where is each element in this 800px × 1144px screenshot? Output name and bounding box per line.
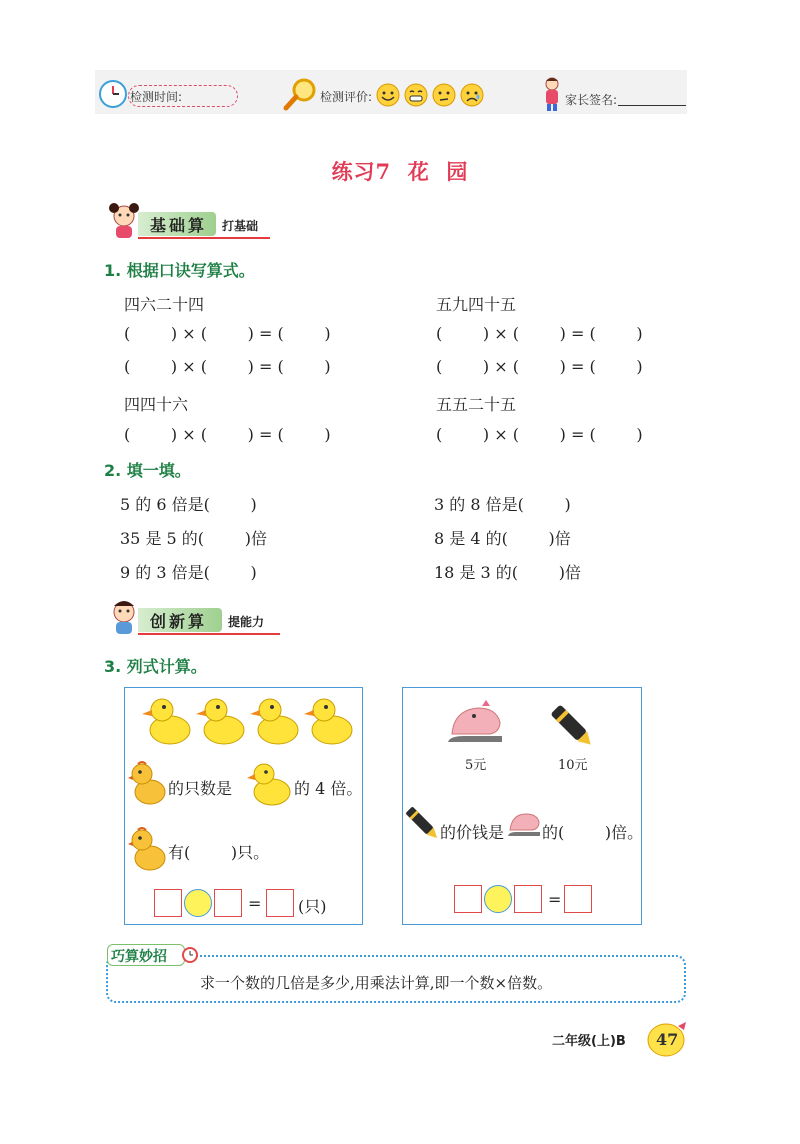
answer-box[interactable] [454,885,482,913]
equals-sign: = [248,894,262,913]
grade-label: 二年级(上)B [552,1034,626,1049]
section-innovate-sub: 提能力 [228,615,265,629]
unit-label: (只) [298,897,327,916]
duck-icon [196,699,244,744]
q3-left-answer[interactable]: 有( )只。 [168,843,270,862]
duck-icon [142,699,190,744]
grin-face-icon[interactable] [404,83,428,107]
pen-icon [406,804,440,844]
alarm-clock-icon [180,944,200,964]
price-pen: 10元 [558,758,588,773]
q1-equation-blank[interactable]: ( ) × ( ) = ( ) [124,357,331,376]
equals-sign: = [548,890,562,909]
section-innovate-label: 创新算 [150,612,208,631]
duck-icon [246,760,292,808]
magnifier-icon [282,77,318,111]
q2-item[interactable]: 8 是 4 的( )倍 [434,529,571,548]
answer-box[interactable] [154,889,182,917]
section-basic-banner [104,202,274,238]
chick-icon [128,760,168,808]
duck-row [140,692,360,748]
q2-item[interactable]: 18 是 3 的( )倍 [434,563,581,582]
sign-label: 家长签名: [565,93,618,107]
duck-icon [304,699,352,744]
section-innovate-banner [104,598,284,634]
q2-item[interactable]: 3 的 8 倍是( ) [434,495,571,514]
q2-heading: 2. 填一填。 [104,461,191,480]
q2-item[interactable]: 35 是 5 的( )倍 [120,529,267,548]
chick-icon [128,826,168,874]
time-label: 检测时间: [130,90,183,104]
operator-circle[interactable] [184,889,212,917]
section-basic-label: 基础算 [150,216,208,235]
operator-circle[interactable] [484,885,512,913]
section-basic-sub: 打基础 [222,219,259,233]
answer-box[interactable] [214,889,242,917]
q2-item[interactable]: 5 的 6 倍是( ) [120,495,257,514]
price-stapler: 5元 [465,758,487,773]
q1-chant-right-2: 五五二十五 [436,395,517,414]
q1-equation-blank[interactable]: ( ) × ( ) = ( ) [436,425,643,444]
duck-icon [250,699,298,744]
q3-right-text-a: 的价钱是 [440,823,505,842]
sign-field[interactable] [618,105,686,106]
q1-equation-blank[interactable]: ( ) × ( ) = ( ) [124,324,331,343]
q1-heading: 1. 根据口诀写算式。 [104,261,255,280]
clock-icon [98,79,128,109]
q1-equation-blank[interactable]: ( ) × ( ) = ( ) [436,324,643,343]
pen-icon [546,700,600,754]
q1-chant-left-1: 四六二十四 [124,295,205,314]
sad-face-icon[interactable] [460,83,484,107]
tip-badge-label: 巧算妙招 [111,949,167,965]
tip-text: 求一个数的几倍是多少,用乘法计算,即一个数×倍数。 [200,974,553,992]
q2-item[interactable]: 9 的 3 倍是( ) [120,563,257,582]
kid-mascot-icon [104,598,148,638]
answer-box[interactable] [266,889,294,917]
q1-equation-blank[interactable]: ( ) × ( ) = ( ) [124,425,331,444]
child-figure-icon [540,76,564,112]
q3-left-text-b: 的 4 倍。 [294,779,363,798]
q1-chant-right-1: 五九四十五 [436,295,517,314]
stapler-icon [506,808,542,840]
q3-left-text-a: 的只数是 [168,779,233,798]
answer-box[interactable] [514,885,542,913]
page-title: 练习7 花 园 [331,159,469,184]
q1-equation-blank[interactable]: ( ) × ( ) = ( ) [436,357,643,376]
kid-mascot-icon [104,202,148,242]
stapler-icon [444,698,506,750]
answer-box[interactable] [564,885,592,913]
q3-heading: 3. 列式计算。 [104,657,207,676]
page-number: 47 [656,1030,679,1049]
smile-face-icon[interactable] [376,83,400,107]
eval-label: 检测评价: [320,90,373,104]
q3-right-answer[interactable]: 的( )倍。 [542,823,644,842]
worried-face-icon[interactable] [432,83,456,107]
q1-chant-left-2: 四四十六 [124,395,189,414]
